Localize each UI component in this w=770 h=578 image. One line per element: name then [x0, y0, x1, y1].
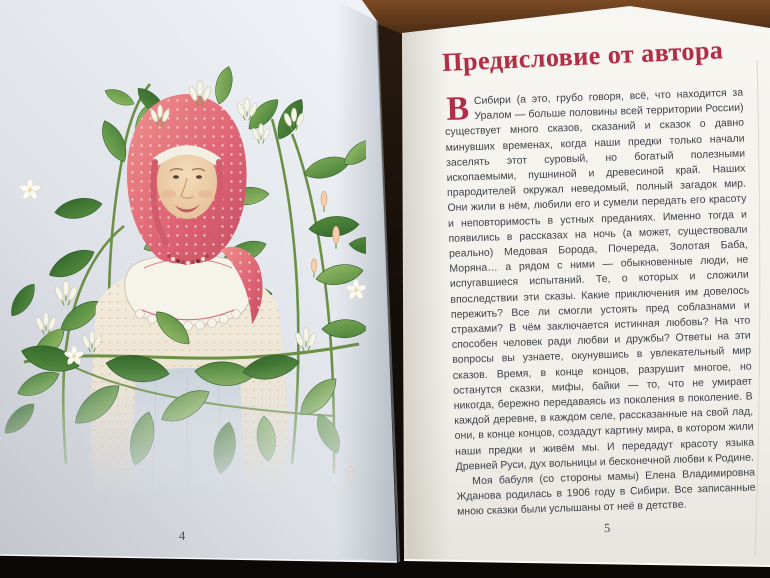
- preface-paragraph-2: Моя бабуля (со стороны мамы) Елена Владимировна Жданова родилась в 1906 году в Сибири. Все записанные мною сказки были услышаны от неё в детстве.: [456, 466, 756, 519]
- drop-cap: В: [445, 90, 470, 128]
- right-page-gutter-shadow: [402, 28, 450, 561]
- preface-text-block: [444, 86, 756, 521]
- right-page-number: 5: [603, 520, 611, 536]
- preface-paragraph-1: [444, 86, 755, 475]
- babushka-jasmine-illustration: [4, 44, 366, 516]
- paragraph-1-text: Сибири (а это, грубо говоря, всё, что находится за Уралом — больше половины всей территории России) существует много сказов, сказаний и сказок о давно минувших временах, когда наши предки только начали заселять этот суровый, но богатый полезными ископаемыми, пушниной и древесиной край. Наших прародителей окружал неведомый, полный загадок мир. Они жили в нём, любили его и сумели передать его красоту и неповторимость в устных преданиях. Именно тогда и появились в рассказах на ночь (а может, существовали реально) Медовая Борода, Почереда, Золотая Баба, Моряна… а рядом с ними — обыкновенные люди, не испугавшиеся испытаний. Те, о которых и сложили впоследствии эти сказы. Какие приключения им довелось пережить? Все ли смогли устоять пред соблазнами и страхами? В чём заключается истинная любовь? На что способен человек ради любви и дружбы? Ответы на эти вопросы вы узнаете, окунувшись в увлекательный мир сказов. Время, в конце концов, разрушит многое, но останутся сказки, мифы, байки — то, что не умирает никогда, бережно передаваясь из поколения в поколение. В каждой деревне, в каждом селе, рассказанные на свой лад, они, в конце концов, создадут картину мира, в котором жили наши предки и живём мы. И передадут красоту языка Древней Руси, дух вольницы и бесконечной любви к Родине.: [444, 86, 755, 473]
- left-page-number: 4: [179, 529, 186, 543]
- chapter-title: Предисловие от автора: [441, 35, 724, 78]
